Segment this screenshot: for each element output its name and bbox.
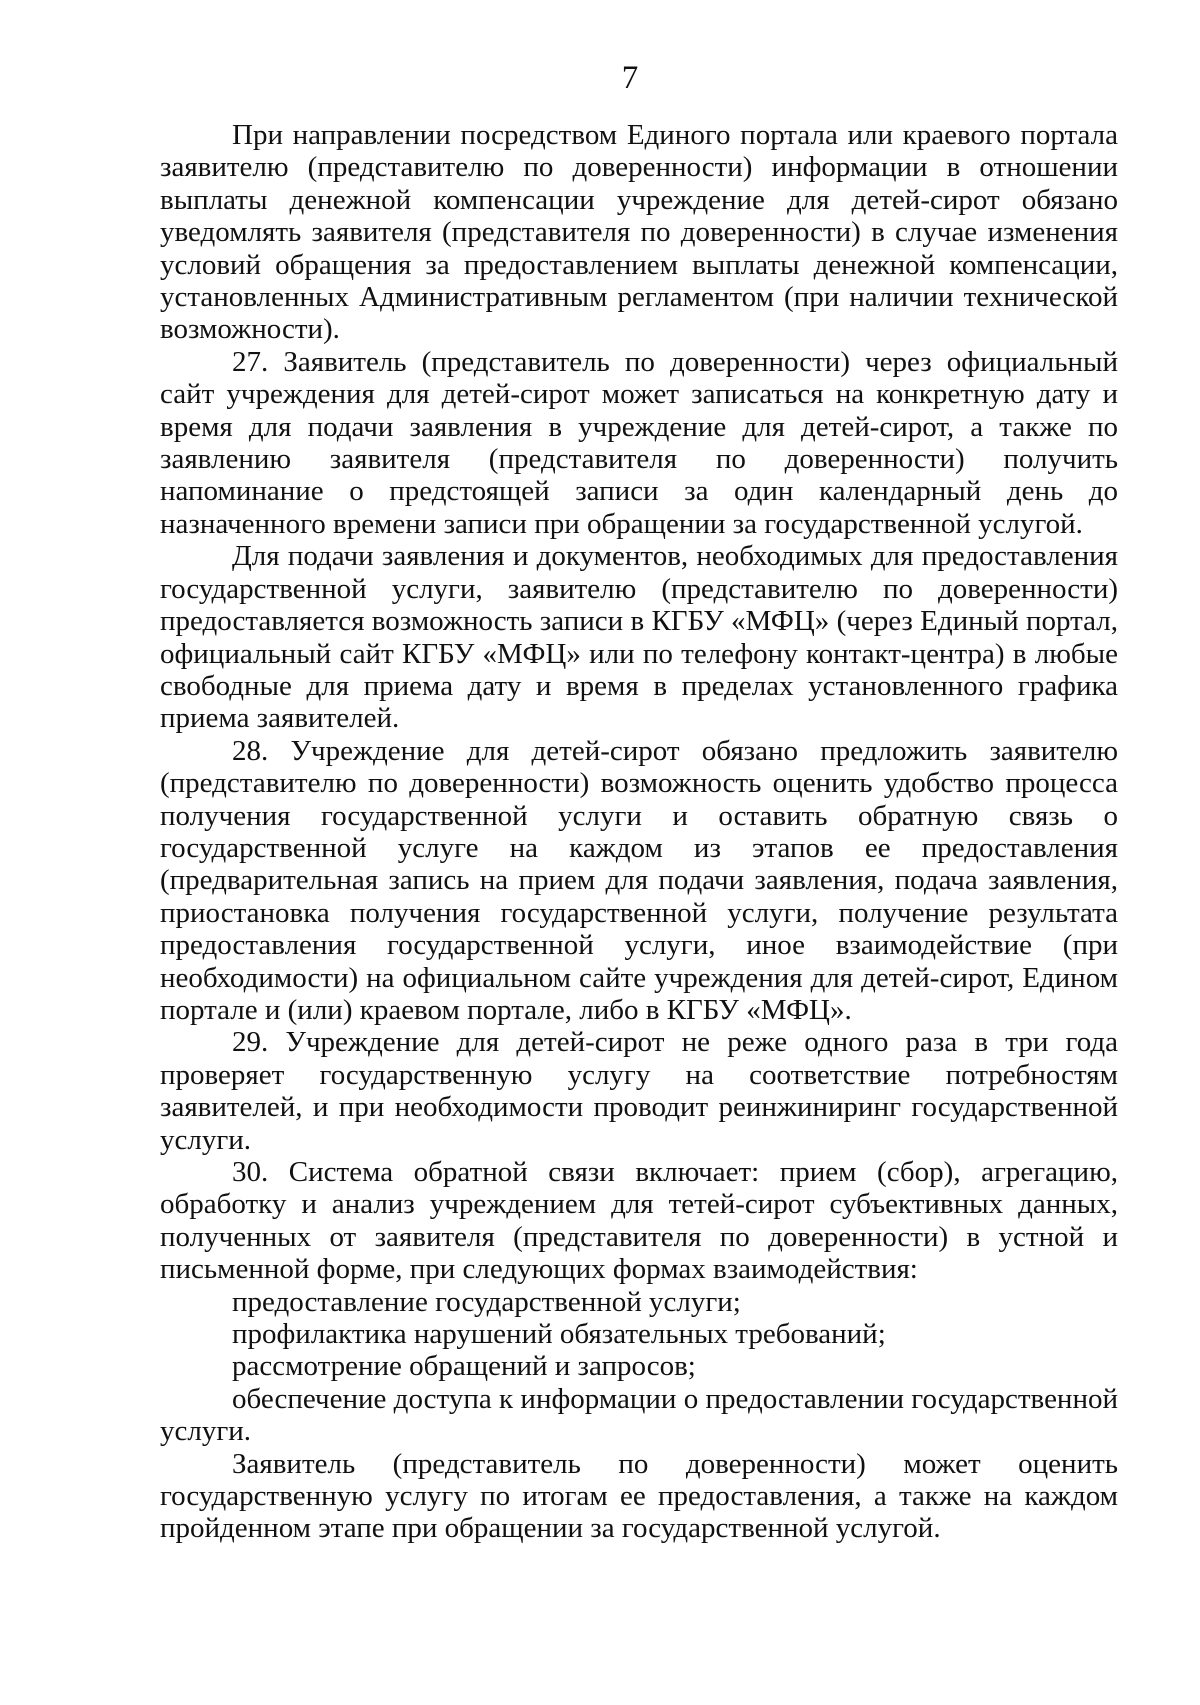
paragraph-mfc-appointment: Для подачи заявления и документов, необходимых для предоставления государственной услуги, заявителю (представителю по доверенности) предоставляется возможность записи в КГБУ «МФЦ» (через Единый портал, официальный сайт КГБУ «МФЦ» или по телефону контакт-центра) в любые свободные для приема дату и время в пределах установленного графика приема заявителей. [160, 540, 1118, 735]
list-item-violation-prevention: профилактика нарушений обязательных требований; [232, 1318, 886, 1351]
paragraph-service-evaluation: Заявитель (представитель по доверенности) может оценить государственную услугу по итогам ее предоставления, а также на каждом пройденном этапе при обращении за государственной услугой. [160, 1447, 1118, 1545]
page-number: 7 [621, 60, 639, 96]
list-item-information-access: обеспечение доступа к информации о предоставлении государственной услуги. [160, 1382, 1118, 1448]
list-item-appeals-review: рассмотрение обращений и запросов; [232, 1350, 696, 1383]
paragraph-28: 28. Учреждение для детей-сирот обязано предложить заявителю (представителю по доверенности) возможность оценить удобство процесса получения государственной услуги и оставить обратную связь о государственной услуге на каждом из этапов ее предоставления (предварительная запись на прием для подачи заявления, подача заявления, приостановка получения государственной услуги, получение результата предоставления государственной услуги, иное взаимодействие (при необходимости) на официальном сайте учреждения для детей-сирот, Едином портале и (или) краевом портале, либо в КГБУ «МФЦ». [160, 734, 1118, 1026]
document-body [160, 119, 1118, 1545]
paragraph-29: 29. Учреждение для детей-сирот не реже одного раза в три года проверяет государственную услугу на соответствие потребностям заявителей, и при необходимости проводит реинжиниринг государственной услуги. [160, 1026, 1118, 1156]
paragraph-27: 27. Заявитель (представитель по доверенности) через официальный сайт учреждения для детей-сирот может записаться на конкретную дату и время для подачи заявления в учреждение для детей-сирот, а также по заявлению заявителя (представителя по доверенности) получить напоминание о предстоящей записи за один календарный день до назначенного времени записи при обращении за государственной услугой. [160, 345, 1118, 540]
paragraph-30: 30. Система обратной связи включает: прием (сбор), агрегацию, обработку и анализ учреждением для тетей-сирот субъективных данных, полученных от заявителя (представителя по доверенности) в устной и письменной форме, при следующих формах взаимодействия: [160, 1156, 1118, 1286]
paragraph-portal-notification: При направлении посредством Единого портала или краевого портала заявителю (представителю по доверенности) информации в отношении выплаты денежной компенсации учреждение для детей-сирот обязано уведомлять заявителя (представителя по доверенности) в случае изменения условий обращения за предоставлением выплаты денежной компенсации, установленных Административным регламентом (при наличии технической возможности). [160, 119, 1118, 346]
list-item-service-provision: предоставление государственной услуги; [232, 1285, 741, 1318]
